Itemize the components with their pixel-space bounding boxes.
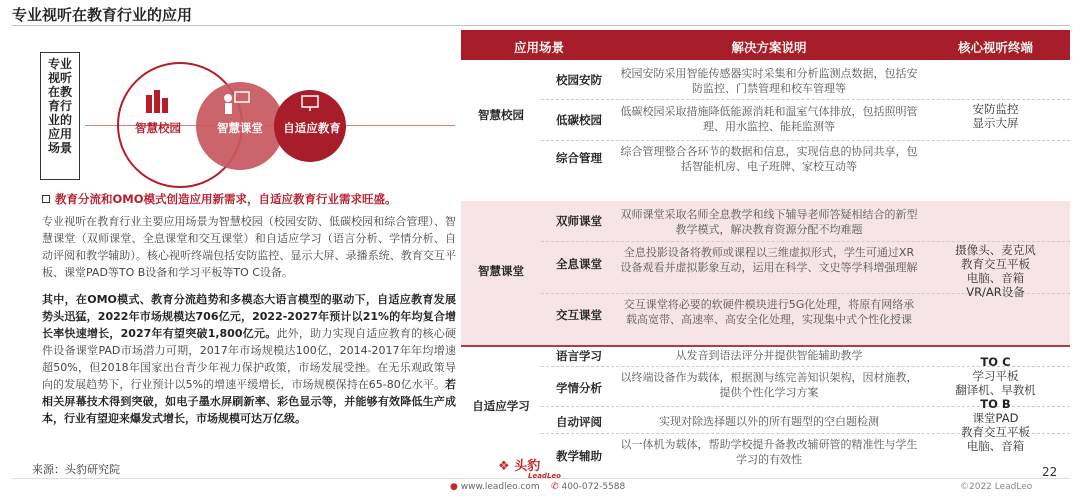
bullet-heading [42,191,397,207]
row-divider [541,140,1070,141]
circle-label-smart-campus: 智慧校园 [135,121,181,135]
header-scene: 应用场景 [513,40,564,55]
terminal-item: VR/AR设备 [966,285,1025,299]
contact-info [450,482,625,492]
terminal-item: 电脑、音箱 [966,271,1025,285]
globe-icon: ● [450,482,458,492]
row-name: 语言学习 [556,349,602,363]
scene-label: 智慧课堂 [478,264,524,278]
terminal-item: 摄像头、麦克风 [955,243,1036,257]
terminal-group-label: TO B [980,397,1011,411]
paragraph-1: 专业视听在教育行业主要应用场景为智慧校园（校园安防、低碳校园和综合管理）、智慧课堂（双师课堂、全息课堂和交互课堂）和自适应学习（语言分析、学情分析、自动评阅和教学辅助）。核心视听终端包括安防监控、显示大屏、录播系统、教育交互平板、课堂PAD等TO B设备和学习平板等TO C设备。 [42,215,456,279]
page-title: 专业视听在教育行业的应用 [12,6,193,24]
terminal-list [921,355,1070,453]
row-desc: 从发音到语法评分并提供智能辅助教学 [675,349,863,362]
terminal-item: 显示大屏 [972,116,1019,130]
row-desc: 以终端设备作为载体，根据测与练完善知识架构，因材施教，提供个性化学习方案 [620,371,918,399]
logo-cn: 头豹 [514,459,541,474]
terminal-item: 课堂PAD [972,411,1019,425]
row-name: 学情分析 [556,381,602,395]
row-desc: 双师课堂采取名师全息教学和线下辅导老师答疑相结合的新型教学模式，解决教育资源分配不均难题 [620,208,918,236]
terminal-item: 安防监控 [972,102,1019,116]
copyright: ©2022 LeadLeo [960,482,1033,492]
row-name: 交互课堂 [556,308,602,322]
scene-label: 自适应学习 [472,399,530,413]
phone-icon: ✆ [551,482,559,492]
group-adaptive-learning [461,345,1070,469]
row-desc: 以一体机为载体，帮助学校提升备教改辅研管的精准性与学生学习的有效性 [620,438,918,466]
row-desc: 实现对除选择题以外的所有题型的空白题检测 [659,415,879,428]
terminal-item: 翻译机、早教机 [955,383,1036,397]
scene-box [40,52,80,180]
row-name: 自动评阅 [556,415,602,429]
source-note: 来源：头豹研究院 [32,463,120,476]
row-desc: 低碳校园采取措施降低能源消耗和温室气体排放，包括照明管理、用水监控、能耗监测等 [620,105,918,133]
terminal-item: 电脑、音箱 [966,439,1025,453]
row-name: 低碳校园 [556,113,602,127]
application-table [461,30,1070,466]
terminal-item: 教育交互平板 [961,257,1030,271]
para2-bold-2: 若相关屏幕技术得到突破，如电子墨水屏刷新率、彩色显示等，并能够有效降低生产成本，行业有望迎来爆发式增长，市场规模可达万亿级。 [42,378,456,425]
terminal-item: 教育交互平板 [961,425,1030,439]
terminal-item: 学习平板 [972,369,1019,383]
building-icon [146,90,168,113]
row-desc: 全息投影设备将教师或课程以三维虚拟形式，学生可通过XR设备观看并虚拟影象互动，运用在科学、文史等学科增强理解 [620,246,918,274]
paragraph-2 [42,291,456,427]
row-name: 教学辅助 [556,449,602,463]
row-name: 双师课堂 [556,214,602,228]
row-name: 全息课堂 [556,257,602,271]
logo-en: LeadLeo [528,472,561,480]
para2-bold-1: 其中，在OMO模式、教育分流趋势和多模态大语言模型的驱动下，自适应教育发展势头迅猛，2022年市场规模达706亿元，2022-2027年预计以21%的年均复合增长率快速增长，2027年有望突破1,800亿元。 [42,293,456,340]
row-name: 综合管理 [556,151,602,165]
terminal-list [921,102,1070,130]
scene-box-label: 专业视听在教育行业的应用场景 [47,57,72,155]
page-number: 22 [1042,465,1058,479]
logo-leopard-icon: ❖ [498,459,510,474]
header-solution: 解决方案说明 [731,40,807,55]
row-divider [541,241,1070,242]
bullet-square-icon [42,195,50,203]
phone-number: 400-072-5588 [561,482,626,492]
scene-diagram [100,60,400,190]
group-smart-classroom [461,201,1070,345]
row-divider [541,99,1070,100]
para2-normal: 此外，助力实现自适应教育的核心硬件设备课堂PAD市场潜力可期，2017年市场规模达100亿，2014-2017年年均增速超50%，但2018年国家出台青少年视力保护政策，市场发展受挫。在无乐观政策导向的发展趋势下，行业预计以5%的增速平缓增长，市场规模保持在65-80亿水平。 [42,327,456,391]
row-desc: 综合管理整合各环节的数据和信息，实现信息的协同共享，包括智能机房、电子班牌、家校互动等 [620,145,918,173]
title-rule [12,25,1070,26]
table-header [461,30,1070,60]
group-smart-campus [461,62,1070,201]
terminal-group-label: TO C [980,355,1011,369]
header-terminal: 核心视听终端 [957,40,1033,55]
logo [498,455,561,480]
row-name: 校园安防 [556,73,602,87]
terminal-list [921,243,1070,299]
website-link[interactable]: www.leadleo.com [460,482,540,492]
scene-label: 智慧校园 [478,108,524,122]
row-desc: 交互课堂将必要的软硬件模块进行5G化处理，将原有网络承载高宽带、高速率、高安全化处理，实现集中式个性化授课 [623,298,915,326]
circle-label-adaptive-education: 自适应教育 [283,121,341,135]
bullet-heading-text: 教育分流和OMO模式创造应用新需求，自适应教育行业需求旺盛。 [55,192,397,206]
circle-label-smart-classroom: 智慧课堂 [217,121,263,135]
row-desc: 校园安防采用智能传感器实时采集和分析监测点数据，包括安防监控、门禁管理和校车管理等 [620,67,918,95]
